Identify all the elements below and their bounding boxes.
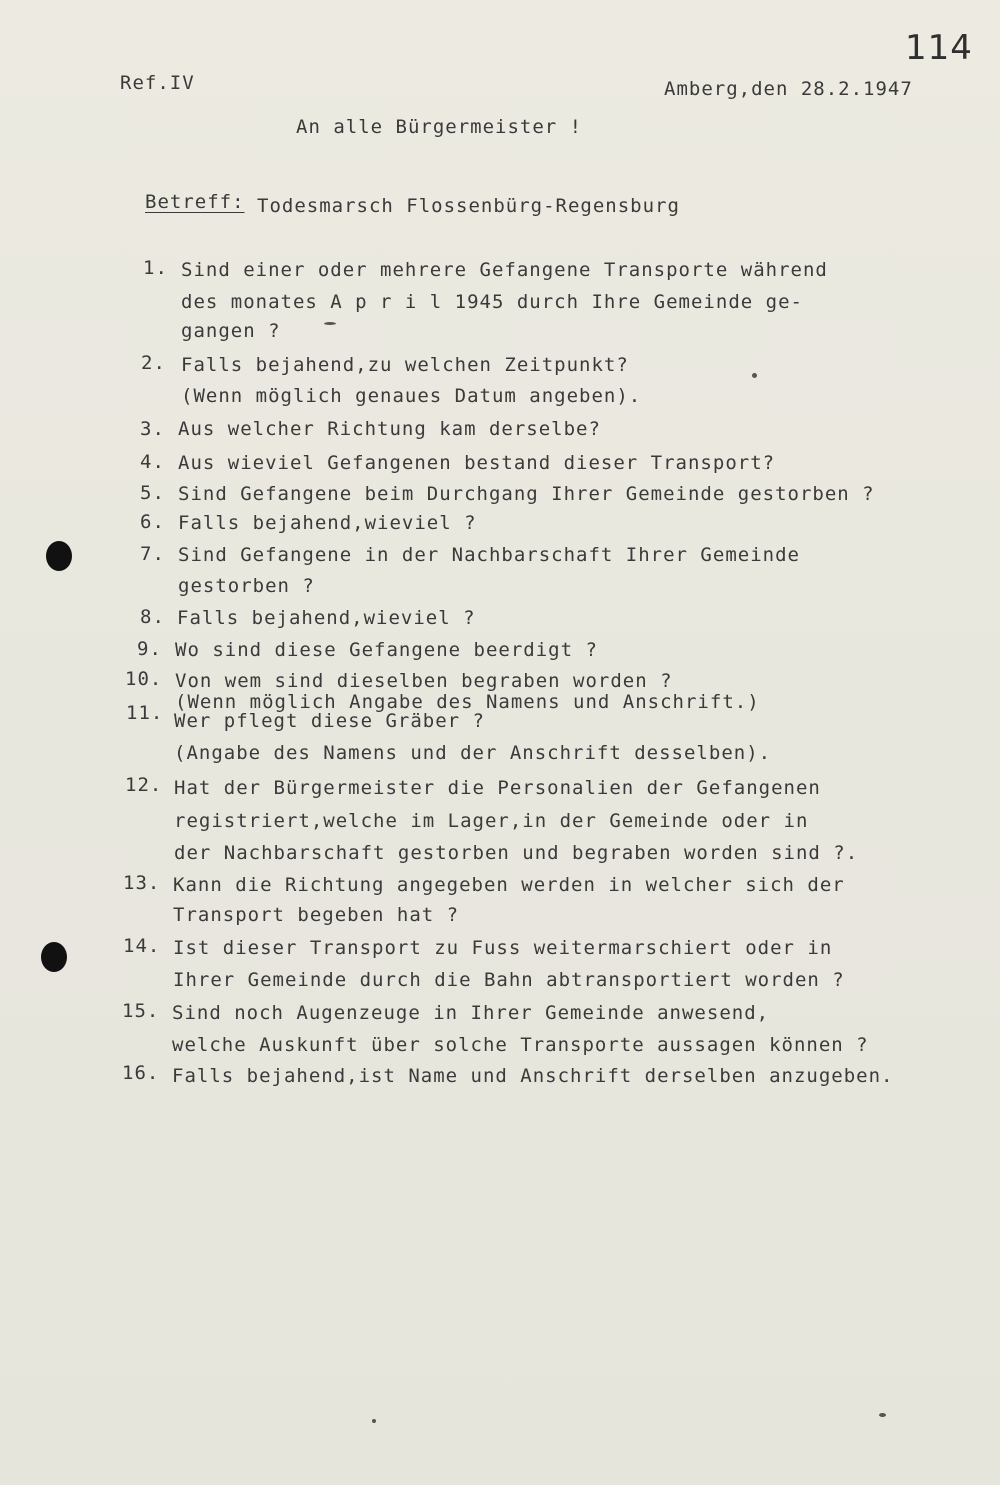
reference-label: Ref.IV: [120, 72, 195, 94]
item-text: (Wenn möglich Angabe des Namens und Anschrift.): [175, 691, 760, 713]
item-text: (Wenn möglich genaues Datum angeben).: [181, 385, 642, 407]
ink-speck: [752, 373, 757, 378]
item-text: Falls bejahend,ist Name und Anschrift derselben anzugeben.: [172, 1065, 894, 1087]
page-number: 114: [905, 28, 973, 68]
item-number: 8.: [140, 606, 165, 628]
item-text: welche Auskunft über solche Transporte aussagen können ?: [172, 1034, 869, 1056]
item-text: Ihrer Gemeinde durch die Bahn abtransportiert worden ?: [173, 969, 845, 991]
addressee: An alle Bürgermeister !: [296, 116, 583, 138]
item-number: 7.: [140, 543, 165, 565]
item-number: 4.: [140, 451, 165, 473]
punch-hole: [46, 541, 72, 571]
item-number: 6.: [140, 511, 165, 533]
item-text: Hat der Bürgermeister die Personalien der Gefangenen: [174, 777, 821, 799]
item-text: Aus welcher Richtung kam derselbe?: [178, 418, 601, 440]
ink-speck: [324, 322, 336, 325]
item-text: Transport begeben hat ?: [173, 904, 460, 926]
item-number: 10.: [125, 668, 163, 690]
item-number: 14.: [123, 935, 161, 957]
item-number: 12.: [125, 774, 163, 796]
item-text: Wer pflegt diese Gräber ?: [174, 710, 485, 732]
item-text: registriert,welche im Lager,in der Gemeinde oder in: [174, 810, 809, 832]
item-number: 11.: [126, 702, 164, 724]
ink-speck: [372, 1419, 376, 1423]
item-text: Falls bejahend,wieviel ?: [178, 512, 477, 534]
ink-speck: [879, 1413, 886, 1417]
item-text: (Angabe des Namens und der Anschrift desselben).: [174, 742, 772, 764]
item-number: 5.: [140, 482, 165, 504]
item-text: Sind einer oder mehrere Gefangene Transporte während: [181, 259, 828, 281]
item-number: 13.: [123, 872, 161, 894]
item-text: Sind Gefangene in der Nachbarschaft Ihrer Gemeinde: [178, 544, 800, 566]
item-number: 16.: [122, 1062, 160, 1084]
item-text: Ist dieser Transport zu Fuss weitermarschiert oder in: [173, 937, 833, 959]
place-date: Amberg,den 28.2.1947: [664, 78, 913, 100]
item-text: Kann die Richtung angegeben werden in welcher sich der: [173, 874, 845, 896]
item-text: Wo sind diese Gefangene beerdigt ?: [175, 639, 598, 661]
item-text: Aus wieviel Gefangenen bestand dieser Transport?: [178, 452, 776, 474]
item-text: Falls bejahend,wieviel ?: [177, 607, 476, 629]
item-text: Falls bejahend,zu welchen Zeitpunkt?: [181, 354, 629, 376]
item-text: gestorben ?: [178, 575, 315, 597]
item-text: Sind Gefangene beim Durchgang Ihrer Gemeinde gestorben ?: [178, 483, 875, 505]
item-number: 2.: [141, 352, 166, 374]
item-number: 3.: [140, 418, 165, 440]
item-text: des monates A p r i l 1945 durch Ihre Gemeinde ge-: [181, 291, 803, 313]
item-text: Sind noch Augenzeuge in Ihrer Gemeinde anwesend,: [172, 1002, 770, 1024]
item-number: 9.: [137, 638, 162, 660]
item-text: Von wem sind dieselben begraben worden ?: [175, 670, 673, 692]
item-text: gangen ?: [181, 320, 281, 342]
subject-label: Betreff:: [145, 191, 245, 213]
item-number: 15.: [122, 1000, 160, 1022]
subject-text: Todesmarsch Flossenbürg-Regensburg: [257, 195, 680, 217]
item-number: 1.: [143, 257, 168, 279]
item-text: der Nachbarschaft gestorben und begraben worden sind ?.: [174, 842, 859, 864]
punch-hole: [41, 942, 67, 972]
